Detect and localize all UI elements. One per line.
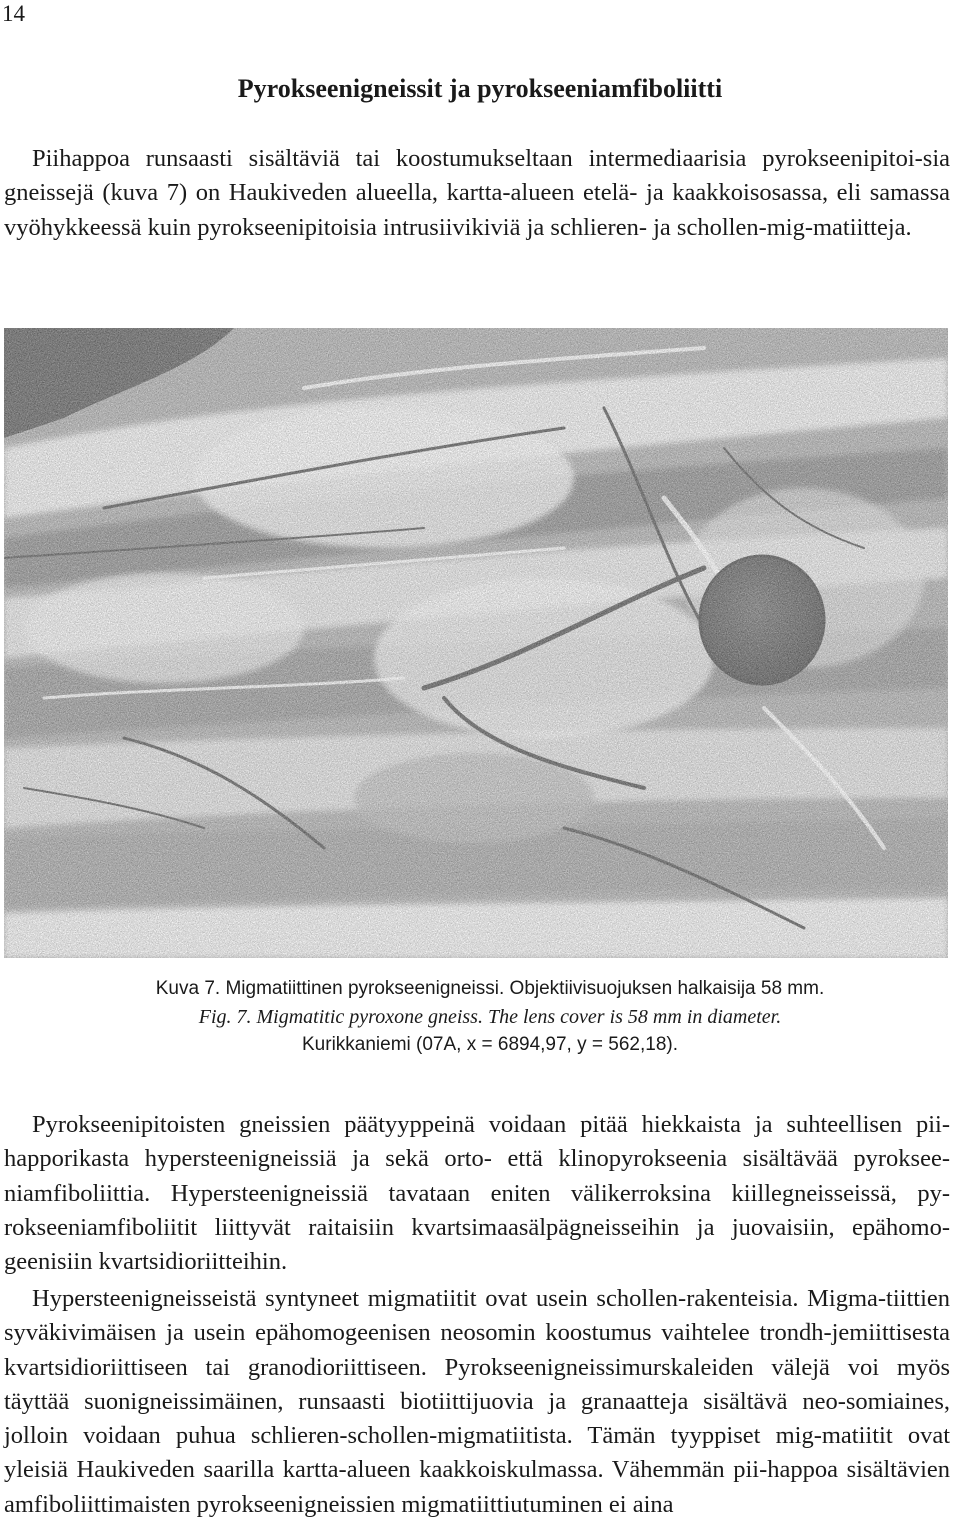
- section-title: Pyrokseenigneissit ja pyrokseeniamfiboliitti: [237, 74, 723, 103]
- paragraph-second: Pyrokseenipitoisten gneissien päätyyppeinä voidaan pitää hiekkaista ja suhteellisen pii-happorikasta hypersteenigneissiä ja sekä orto- että klinopyrokseenia sisältävää pyroksee-niamfiboliittia. Hypersteenigneissiä tavataan eniten välikerroksina kiillegneisseissä, py-rokseeniamfiboliitit liittyvät raitaisiin kvartsimaasälpägneisseihin ja juovaisiin, epähomo-geenisiin kvartsidioriitteihin.: [4, 1111, 950, 1276]
- rock-photograph: [4, 328, 948, 958]
- paragraph-intro: Piihappoa runsaasti sisältäviä tai koostumukseltaan intermediaarisia pyrokseenipitoi-sia gneissejä (kuva 7) on Haukiveden alueella, kartta-alueen etelä- ja kaakkoisosassa, eli samassa vyöhykkeessä kuin pyrokseenipitoisia intrusiivikiviä ja schlieren- ja schollen-mig-matiitteja.: [4, 145, 950, 241]
- figure-location: Kurikkaniemi (07A, x = 6894,97, y = 562,18).: [302, 1034, 678, 1055]
- figure-caption-finnish: Kuva 7. Migmatiittinen pyrokseenigneissi. Objektiivisuojuksen halkaisija 58 mm.: [155, 978, 825, 999]
- figure-caption-english: Fig. 7. Migmatitic pyroxone gneiss. The lens cover is 58 mm in diameter.: [198, 1006, 782, 1028]
- paragraph-third: Hypersteenigneisseistä syntyneet migmatiitit ovat usein schollen-rakenteisia. Migma-tiittien syväkivimäisen ja usein epähomogeenisen neosomin koostumus vaihtelee trondh-jemiittisesta kvartsidioriittiseen tai granodioriittiseen. Pyrokseenigneissimurskaleiden välejä voi myös täyttää suonigneissimäinen, runsaasti biotiittijuovia ja granaatteja sisältävä neo-somiaines, jolloin voidaan puhua schlieren-schollen-migmatiitista. Tämän tyyppiset mig-matiitit ovat yleisiä Haukiveden saarilla kartta-alueen kaakkoiskulmassa. Vähemmän pii-happoa sisältävien amfiboliittimaisten pyrokseenigneissien migmatiittiutuminen ei aina: [4, 1285, 950, 1518]
- page-number: 14: [2, 1, 25, 26]
- migmatite-photo-illustration: [4, 328, 948, 958]
